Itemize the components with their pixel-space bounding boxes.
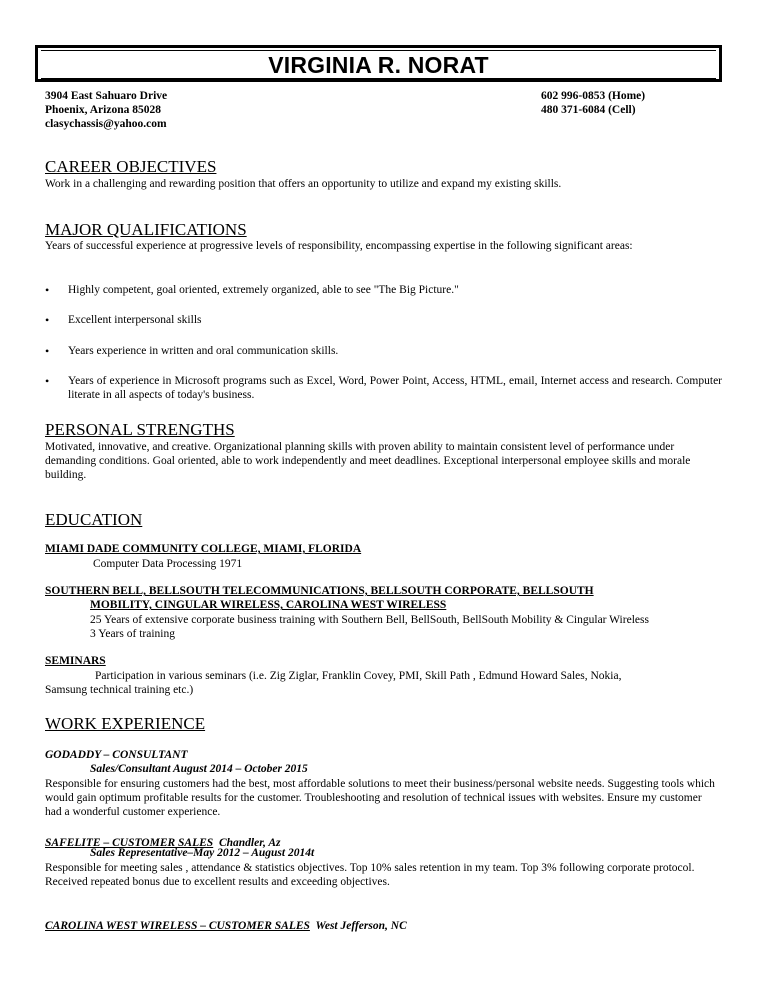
career-heading: CAREER OBJECTIVES (45, 157, 217, 176)
bullet-dot: • (45, 283, 50, 297)
seminars-text: Participation in various seminars (i.e. Zig Ziglar, Franklin Covey, PMI, Skill Path , Edmund Howard Sales, Nokia, (95, 670, 622, 682)
job-location: West Jefferson, NC (309, 920, 407, 932)
qualification-item: Highly competent, goal oriented, extremely organized, able to see "The Big Picture." (68, 284, 459, 296)
phone-cell: 480 371-6084 (Cell) (541, 104, 636, 116)
job-role: Sales Representative–May 2012 – August 2014t (90, 847, 315, 859)
school-detail: Computer Data Processing 1971 (93, 558, 243, 570)
training-name-line2: MOBILITY, CINGULAR WIRELESS, CAROLINA WEST WIRELESS (90, 599, 447, 611)
address-line2: Phoenix, Arizona 85028 (45, 104, 161, 116)
job-company: SAFELITE – CUSTOMER SALES (45, 837, 214, 849)
address-line1: 3904 East Sahuaro Drive (45, 90, 168, 102)
strengths-text: Motivated, innovative, and creative. Organizational planning skills with proven ability to maintain consistent level of performance under demanding conditions. Goal oriented, able to work independently and meet deadlines. Exceptional interpersonal employee skills and morale building. (45, 441, 691, 481)
school-name: MIAMI DADE COMMUNITY COLLEGE, MIAMI, FLORIDA (45, 543, 362, 555)
job-heading (45, 916, 407, 934)
qualifications-intro: Years of successful experience at progressive levels of responsibility, encompassing expertise in the following significant areas: (45, 240, 633, 252)
job-description: Responsible for meeting sales , attendance & statistics objectives. Top 10% sales retention in my team. Top 3% following corporate protocol. Received repeated bonus due to excellent results and exceeding objectives. (45, 862, 695, 888)
bullet-dot: • (45, 344, 50, 358)
work-heading: WORK EXPERIENCE (45, 714, 206, 733)
training-name-line1: SOUTHERN BELL, BELLSOUTH TELECOMMUNICATIONS, BELLSOUTH CORPORATE, BELLSOUTH (45, 585, 594, 597)
strengths-heading: PERSONAL STRENGTHS (45, 420, 235, 439)
job-role: Sales/Consultant August 2014 – October 2015 (90, 763, 308, 775)
qualification-item: Excellent interpersonal skills (68, 314, 202, 326)
education-heading: EDUCATION (45, 510, 143, 529)
job-location: Chandler, Az (213, 837, 281, 849)
applicant-name: VIRGINIA R. NORAT (268, 52, 489, 78)
qualifications-heading: MAJOR QUALIFICATIONS (45, 220, 247, 239)
qualification-item: Years of experience in Microsoft programs such as Excel, Word, Power Point, Access, HTML, email, Internet access and research. Computer literate in all aspects of today's business. (68, 375, 722, 401)
training-detail: 25 Years of extensive corporate business training with Southern Bell, BellSouth, BellSouth Mobility & Cingular Wireless (90, 614, 649, 626)
phone-home: 602 996-0853 (Home) (541, 90, 646, 102)
career-text: Work in a challenging and rewarding position that offers an opportunity to utilize and expand my existing skills. (45, 178, 562, 190)
email-address: clasychassis@yahoo.com (45, 118, 167, 130)
training-years: 3 Years of training (90, 628, 175, 640)
qualification-item: Years experience in written and oral communication skills. (68, 345, 339, 357)
job-company: CAROLINA WEST WIRELESS – CUSTOMER SALES (45, 920, 310, 932)
name-banner (35, 45, 722, 82)
job-company: GODADDY – CONSULTANT (45, 749, 188, 761)
bullet-dot: • (45, 374, 50, 388)
seminars-heading: SEMINARS (45, 655, 106, 667)
seminars-text-cont: Samsung technical training etc.) (45, 684, 194, 696)
bullet-dot: • (45, 313, 50, 327)
job-description: Responsible for ensuring customers had the best, most affordable solutions to meet their business/personal website needs. Suggesting tools which would gain optimum profitable results for the customer. Troubleshooting and resolution of technical issues with websites. Ensure my customer had a wonderful customer experience. (45, 778, 715, 818)
